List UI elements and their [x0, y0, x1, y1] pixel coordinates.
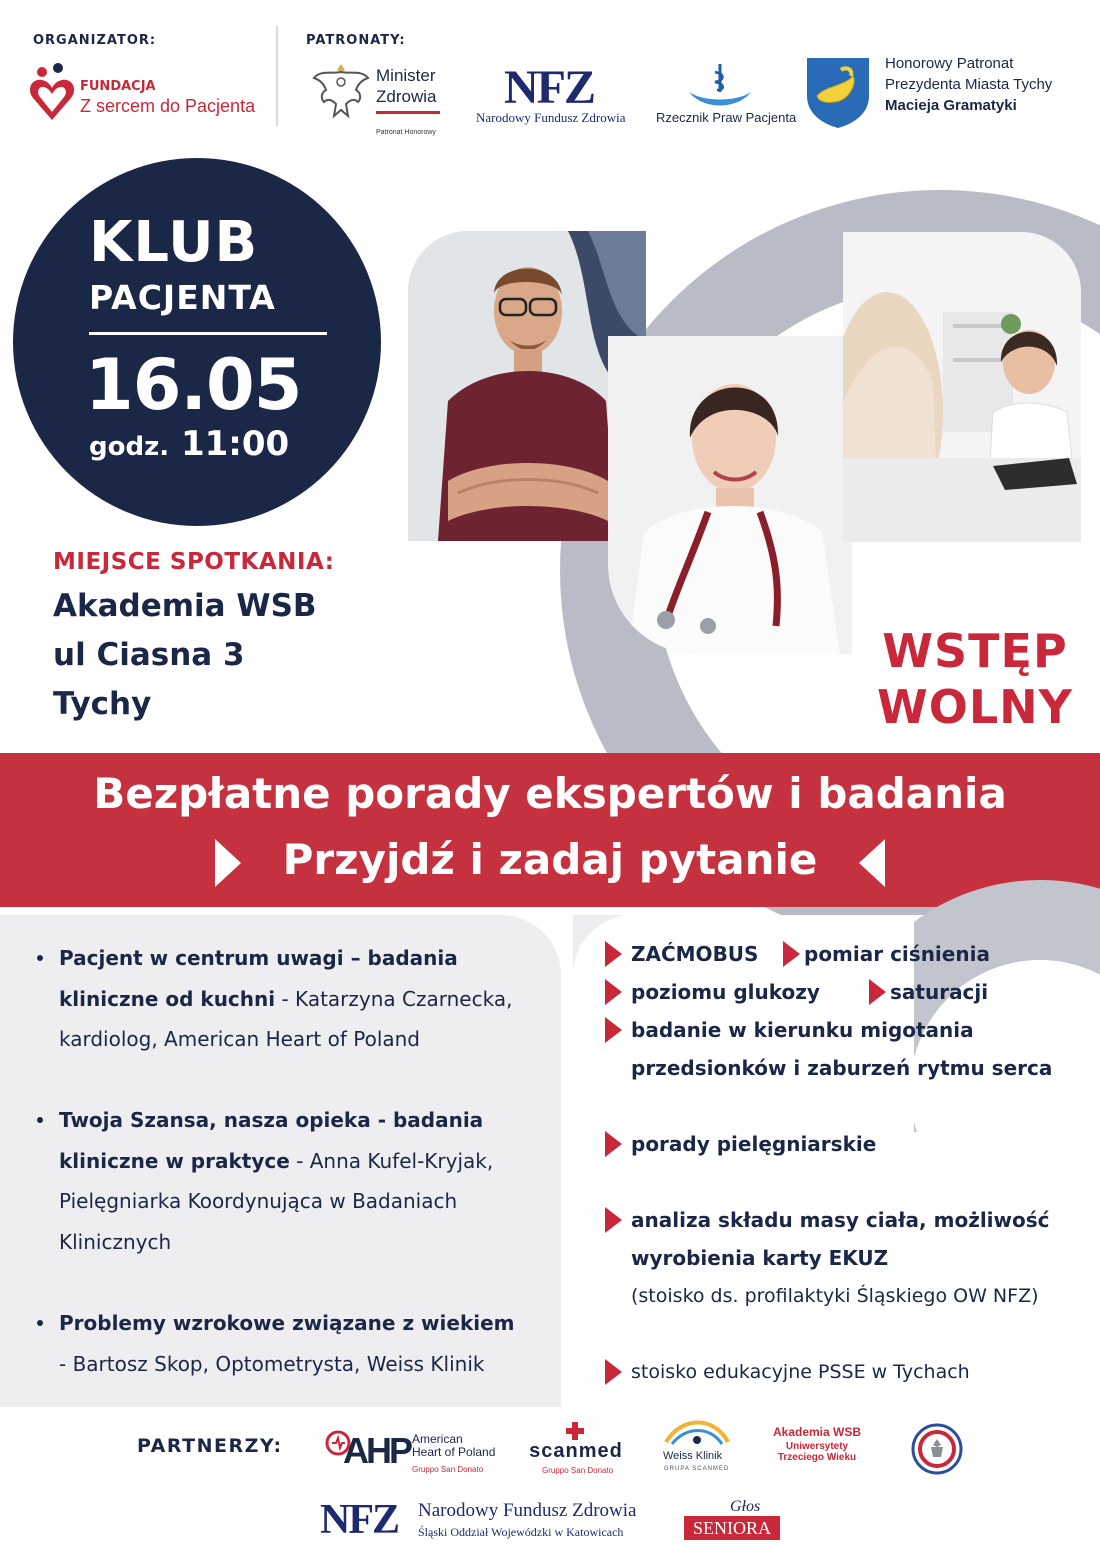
- talk-item-1: [59, 938, 554, 1060]
- service-zacmobus: ZAĆMOBUS: [631, 942, 759, 966]
- triangle-bullet-icon: [783, 941, 800, 967]
- talk-2-affiliation-a: Pielęgniarka Koordynująca w Badaniach: [59, 1189, 458, 1213]
- triangle-bullet-icon: [605, 979, 622, 1005]
- partner-wsb-logo: [756, 1425, 878, 1473]
- talk-2-title-b: kliniczne w praktyce: [59, 1148, 290, 1173]
- partner-weiss-logo: [660, 1420, 735, 1476]
- service-psse: stoisko edukacyjne PSSE w Tychach: [631, 1361, 970, 1383]
- minister-note: Patronat Honorowy: [376, 129, 436, 136]
- talk-2-speaker: - Anna Kufel-Kryjak,: [289, 1148, 494, 1173]
- talk-3-speaker: - Bartosz Skop, Optometrysta, Weiss Klinik: [59, 1351, 485, 1376]
- event-time-value: 11:00: [180, 424, 290, 464]
- honor-patron-line1: Honorowy Patronat: [885, 55, 1014, 72]
- ahp-name-line2: Heart of Poland: [412, 1445, 496, 1459]
- triangle-bullet-icon: [869, 979, 886, 1005]
- event-date: 16.05: [85, 344, 302, 426]
- minister-flag: [376, 111, 440, 114]
- nfz-footer-line1: Narodowy Fundusz Zdrowia: [418, 1500, 637, 1521]
- service-body-analysis-line2: wyrobienia karty EKUZ: [631, 1246, 889, 1270]
- minister-logo: [312, 60, 452, 140]
- free-entry: [870, 623, 1080, 735]
- event-time-label: godz.: [89, 432, 170, 462]
- heart-person-icon: [30, 62, 74, 120]
- nfz-header-logo: NFZ: [504, 61, 594, 114]
- minister-line2: Zdrowia: [376, 87, 437, 106]
- place-line2: ul Ciasna 3: [53, 637, 245, 673]
- patronage-label: PATRONATY:: [306, 33, 406, 48]
- ahp-logo-text: AHP: [343, 1430, 411, 1471]
- service-glucose: poziomu glukozy: [631, 980, 820, 1004]
- red-banner: [0, 753, 1100, 907]
- glos-line1: Głos: [730, 1498, 761, 1515]
- ahp-tag: Gruppo San Donato: [412, 1465, 484, 1474]
- sanepid-badge-icon: [911, 1423, 963, 1475]
- nfz-header-name: Narodowy Fundusz Zdrowia: [476, 110, 626, 125]
- talk-bullet: [37, 1320, 43, 1326]
- event-subtitle: PACJENTA: [89, 278, 276, 317]
- partners-label: PARTNERZY:: [137, 1435, 283, 1457]
- service-body-analysis-line1: analiza składu masy ciała, możliwość: [631, 1208, 1050, 1232]
- talk-bullet: [37, 1117, 43, 1123]
- weiss-tag: GRUPA SCANMED: [664, 1466, 730, 1472]
- service-body-analysis-note: (stoisko ds. profilaktyki Śląskiego OW NFZ): [631, 1285, 1039, 1307]
- free-entry-line1: WSTĘP: [882, 624, 1068, 678]
- talk-item-2: [59, 1100, 554, 1262]
- talk-3-title: Problemy wzrokowe związane z wiekiem: [59, 1311, 515, 1335]
- event-time: [89, 424, 289, 464]
- partner-scanmed-logo: [520, 1422, 635, 1476]
- banner-line1: Bezpłatne porady ekspertów i badania: [93, 769, 1007, 818]
- service-afib-line2: przedsionków i zaburzeń rytmu serca: [631, 1056, 1053, 1080]
- talk-1-affiliation: kardiolog, American Heart of Poland: [59, 1027, 421, 1051]
- place-label: MIEJSCE SPOTKANIA:: [53, 549, 335, 575]
- weiss-name: Weiss Klinik: [663, 1450, 723, 1462]
- event-divider: [89, 332, 327, 335]
- minister-line1: Minister: [376, 66, 436, 85]
- banner-line2-row: [0, 835, 1100, 891]
- triangle-bullet-icon: [605, 941, 622, 967]
- wsb-line3: Trzeciego Wieku: [777, 1452, 857, 1463]
- place-line3: Tychy: [53, 686, 152, 722]
- nfz-footer-line2: Śląski Oddział Wojewódzki w Katowicach: [418, 1525, 624, 1539]
- event-badge: [13, 158, 381, 526]
- talk-2-affiliation-b: Klinicznych: [59, 1229, 172, 1254]
- patient-rights-icon: [685, 62, 755, 112]
- wsb-line2: Uniwersytety: [785, 1441, 849, 1452]
- patient-rights-name: Rzecznik Praw Pacjenta: [656, 110, 797, 125]
- place-line1: Akademia WSB: [53, 588, 317, 624]
- talk-bullet: [37, 955, 43, 961]
- scanmed-cross-icon: [566, 1422, 584, 1440]
- header-divider: [276, 26, 278, 126]
- foundation-name-line1: FUNDACJA: [80, 79, 156, 94]
- triangle-bullet-icon: [605, 1131, 622, 1157]
- service-saturation: saturacji: [890, 980, 989, 1004]
- free-entry-line2: WOLNY: [877, 680, 1073, 734]
- partner-glos-seniora-logo: [682, 1498, 782, 1544]
- honor-patron-line2: Prezydenta Miasta Tychy: [885, 76, 1053, 93]
- nfz-footer-logo: NFZ: [320, 1497, 398, 1543]
- triangle-bullet-icon: [605, 1017, 622, 1043]
- scanmed-tag: Gruppo San Donato: [542, 1466, 614, 1475]
- photo-doctor-image: [608, 336, 852, 654]
- eagle-emblem-icon: [312, 60, 370, 120]
- triangle-bullet-icon: [605, 1207, 622, 1233]
- triangle-bullet-icon: [605, 1359, 622, 1385]
- scanmed-logo-text: scanmed: [529, 1440, 623, 1462]
- talk-1-speaker: - Katarzyna Czarnecka,: [275, 986, 513, 1011]
- tychy-coat-of-arms-icon: [805, 56, 871, 130]
- event-title: KLUB: [89, 210, 259, 275]
- talk-item-3: [59, 1303, 554, 1384]
- banner-line2: Przyjdź i zadaj pytanie: [282, 835, 818, 884]
- partner-ahp-logo: [325, 1428, 505, 1476]
- service-blood-pressure: pomiar ciśnienia: [804, 942, 990, 966]
- photo-consultation: [843, 232, 1081, 542]
- service-afib-line1: badanie w kierunku migotania: [631, 1018, 974, 1042]
- arrow-left-icon: [857, 837, 887, 889]
- photo-consultation-image: [843, 232, 1081, 542]
- photo-doctor: [608, 336, 852, 654]
- ahp-name-line1: American: [412, 1432, 463, 1446]
- foundation-name-line2: Z sercem do Pacjenta: [80, 96, 256, 116]
- foundation-logo: [30, 62, 275, 124]
- talk-1-title-a: Pacjent w centrum uwagi – badania: [59, 946, 458, 970]
- talk-2-title-a: Twoja Szansa, nasza opieka - badania: [59, 1108, 484, 1132]
- service-nursing: porady pielęgniarskie: [631, 1132, 877, 1156]
- glos-line2: SENIORA: [684, 1516, 780, 1540]
- organizer-label: ORGANIZATOR:: [33, 33, 157, 48]
- talk-1-title-b: kliniczne od kuchni: [59, 986, 276, 1011]
- honor-patron-line3: Macieja Gramatyki: [885, 97, 1017, 114]
- wsb-line1: Akademia WSB: [772, 1425, 862, 1439]
- weiss-eye-icon: [664, 1420, 730, 1448]
